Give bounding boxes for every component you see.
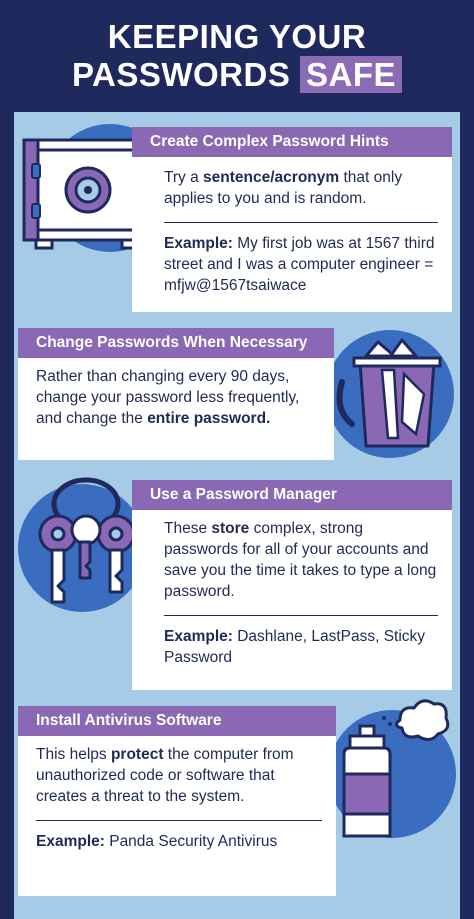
title-word-passwords: PASSWORDS — [71, 56, 291, 93]
section-4-card — [18, 736, 336, 896]
section-1-title: Create Complex Password Hints — [132, 127, 452, 157]
section-3-card — [132, 510, 452, 690]
section-1-example: Example: My first job was at 1567 third street and I was a computer engineer = mfjw@1567tsaiwace — [164, 235, 435, 294]
section-3-divider — [164, 615, 438, 616]
section-4-body: This helps protect the computer from unauthorized code or software that creates a threat to the system. — [36, 746, 294, 805]
keys-icon — [28, 474, 146, 610]
section-2-body: Rather than changing every 90 days, change your password less frequently, and change the entire password. — [36, 368, 300, 427]
section-2-title: Change Passwords When Necessary — [18, 328, 334, 358]
section-1-body: Try a sentence/acronym that only applies to you and is random. — [164, 169, 403, 207]
section-4-title: Install Antivirus Software — [18, 706, 336, 736]
section-1-card — [132, 157, 452, 312]
title-line-2 — [0, 56, 474, 94]
section-3-body: These store complex, strong passwords for all of your accounts and save you the time it takes to type a long password. — [164, 520, 437, 600]
header — [0, 0, 474, 108]
spray-can-icon — [330, 696, 454, 846]
section-2-card — [18, 358, 334, 460]
title-line-1: KEEPING YOUR — [107, 18, 367, 55]
section-4-divider — [36, 820, 322, 821]
section-3-example: Example: Dashlane, LastPass, Sticky Password — [164, 628, 426, 666]
title-highlight-safe: SAFE — [300, 56, 402, 93]
trash-can-icon — [332, 334, 452, 450]
content-panel — [14, 112, 460, 919]
section-4-example: Example: Panda Security Antivirus — [36, 833, 278, 850]
section-1-divider — [164, 222, 438, 223]
section-3-title: Use a Password Manager — [132, 480, 452, 510]
